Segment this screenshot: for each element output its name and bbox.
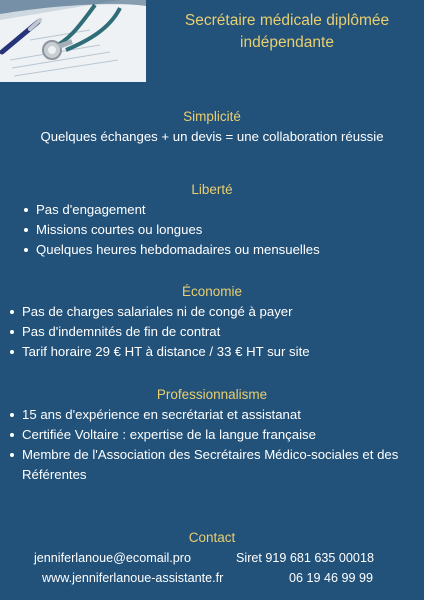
page-title — [150, 10, 424, 54]
list-item: Pas d'engagement — [22, 200, 320, 220]
list-item: 15 ans d'expérience en secrétariat et assistanat — [8, 405, 420, 425]
page-title-line2: indépendante — [240, 34, 334, 51]
list-item: Pas d'indemnités de fin de contrat — [8, 322, 310, 342]
section-heading-economie: Économie — [181, 284, 243, 299]
list-item: Quelques heures hebdomadaires ou mensuelles — [22, 240, 320, 260]
contact-phone[interactable]: 06 19 46 99 99 — [289, 571, 374, 585]
section-heading-contact: Contact — [188, 530, 236, 545]
section-heading-simplicite: Simplicité — [183, 109, 241, 124]
header-photo — [0, 0, 146, 82]
list-item: Missions courtes ou longues — [22, 220, 320, 240]
section-heading-liberte: Liberté — [191, 182, 233, 197]
professionnalisme-list — [8, 405, 420, 485]
list-item: Certifiée Voltaire : expertise de la langue française — [8, 425, 420, 445]
list-item: Membre de l'Association des Secrétaires Médico-sociales et des Référentes — [8, 445, 420, 485]
section-heading-professionnalisme: Professionnalisme — [156, 387, 268, 402]
simplicite-text: Quelques échanges + un devis = une collaboration réussie — [40, 129, 384, 144]
list-item: Tarif horaire 29 € HT à distance / 33 € HT sur site — [8, 342, 310, 362]
contact-website[interactable]: www.jenniferlanoue-assistante.fr — [42, 571, 224, 585]
economie-list — [8, 302, 310, 362]
liberte-list — [22, 200, 320, 260]
list-item: Pas de charges salariales ni de congé à payer — [8, 302, 310, 322]
page-title-line1: Secrétaire médicale diplômée — [184, 12, 390, 29]
contact-email[interactable]: jenniferlanoue@ecomail.pro — [34, 551, 192, 565]
contact-siret: Siret 919 681 635 00018 — [236, 551, 374, 565]
